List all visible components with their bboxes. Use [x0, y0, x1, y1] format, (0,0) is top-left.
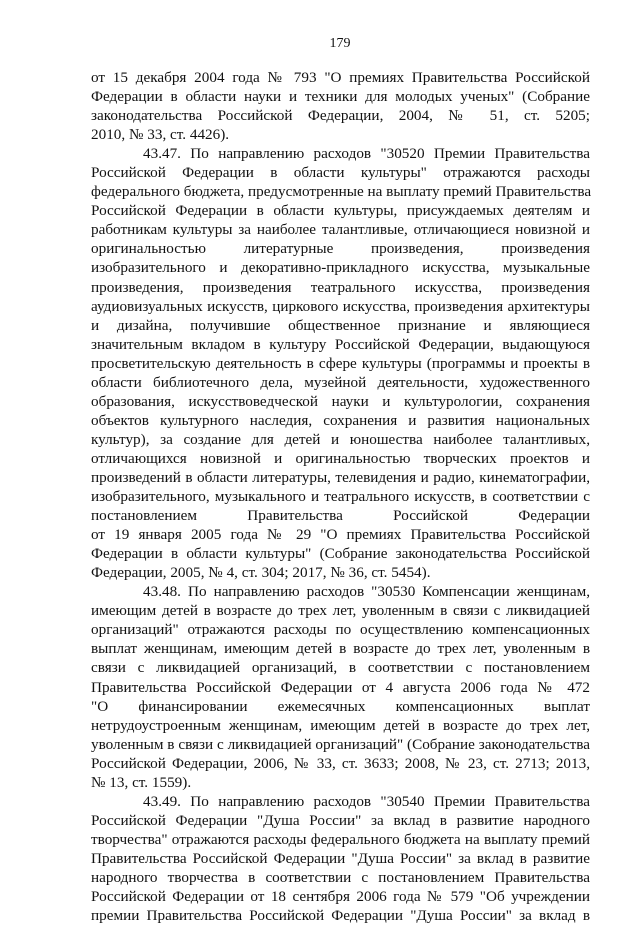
text-line: Правительства Российской Федерации "Душа России" за вклад в развитие: [91, 849, 590, 867]
text-line: выплат женщинам, имеющим детей в возрасте до трех лет, уволенным в: [91, 640, 590, 658]
text-line: и дизайна, получившие общественное признание и являющиеся: [91, 316, 590, 334]
text-line: Российской Федерации "Душа России" за вклад в развитие народного: [91, 811, 590, 829]
text-line: федерального бюджета, предусмотренные на выплату премий Правительства: [91, 183, 592, 201]
text-line: 43.49. По направлению расходов "30540 Премии Правительства: [143, 792, 590, 810]
text-line: 2010, № 33, ст. 4426).: [91, 126, 230, 144]
text-line: Российской Федерации от 18 сентября 2006 года № 579 "Об учреждении: [91, 888, 590, 906]
text-line: связи с ликвидацией организаций, в соответствии с постановлением: [91, 659, 590, 677]
text-line: постановлением Правительства Российской Федерации: [91, 507, 590, 525]
text-line: аудиовизуальных искусств, циркового искусства, произведения архитектуры: [91, 297, 590, 315]
text-line: области библиотечного дела, музейной деятельности, художественного: [91, 373, 590, 391]
text-line: от 19 января 2005 года № 29 "О премиях Правительства Российской: [91, 526, 590, 544]
text-line: от 15 декабря 2004 года № 793 "О премиях Правительства Российской: [91, 69, 590, 86]
text-line: Российской Федерации в области культуры" отражаются расходы: [91, 164, 590, 182]
text-line: уволенным в связи с ликвидацией организаций" (Собрание законодательства: [91, 735, 590, 753]
text-line: законодательства Российской Федерации, 2004, № 51, ст. 5205;: [91, 107, 590, 125]
text-line: № 13, ст. 1559).: [91, 773, 192, 791]
text-line: Российской Федерации в области культуры, присуждаемых деятелям и: [91, 202, 590, 220]
text-line: премии Правительства Российской Федерации "Душа России" за вклад в: [91, 907, 590, 925]
text-line: образования, искусствоведческой науки и культурологии, сохранения: [91, 392, 590, 410]
text-line: народного творчества в соответствии с постановлением Правительства: [91, 868, 590, 886]
text-line: культур), за создание для детей и юношества наиболее талантливых,: [91, 430, 590, 448]
text-line: Российской Федерации, 2006, № 33, ст. 3633; 2008, № 23, ст. 2713; 2013,: [91, 754, 590, 772]
page-number: 179: [329, 36, 351, 51]
text-line: 43.48. По направлению расходов "30530 Компенсации женщинам,: [143, 583, 590, 601]
text-line: Федерации в области культуры" (Собрание законодательства Российской: [91, 545, 590, 563]
text-line: произведения, произведения театрального искусства, произведения: [91, 278, 590, 296]
text-line: значительным вкладом в культуру Российской Федерации, выдающуюся: [91, 335, 590, 353]
text-line: Федерации в области науки и техники для молодых ученых" (Собрание: [91, 88, 590, 106]
text-line: 43.47. По направлению расходов "30520 Премии Правительства: [143, 145, 590, 163]
text-line: изобразительного и декоративно-прикладного искусства, музыкальные: [91, 259, 590, 277]
text-line: Правительства Российской Федерации от 4 августа 2006 года № 472: [91, 678, 590, 696]
text-line: творчества" отражаются расходы федерального бюджета на выплату премий: [91, 830, 590, 848]
text-line: отличающихся новизной и оригинальностью творческих проектов и: [91, 449, 590, 467]
text-line: оригинальностью литературные произведения, произведения: [91, 240, 590, 258]
text-line: произведений в области литературы, телевидения и радио, кинематографии,: [91, 468, 590, 486]
text-line: просветительскую деятельность в сфере культуры (программы и проекты в: [91, 354, 590, 372]
text-line: нетрудоустроенным женщинам, имеющим детей в возрасте до трех лет,: [91, 716, 590, 734]
text-line: "О финансировании ежемесячных компенсационных выплат: [91, 697, 590, 715]
text-line: Федерации, 2005, № 4, ст. 304; 2017, № 36, ст. 5454).: [91, 564, 431, 582]
text-line: организаций" отражаются расходы по осуществлению компенсационных: [91, 621, 590, 639]
text-line: работникам культуры за наиболее талантливые, отличающиеся новизной и: [91, 221, 590, 239]
text-line: имеющим детей в возрасте до трех лет, уволенным в связи с ликвидацией: [91, 602, 590, 620]
text-line: объектов культурного наследия, сохранения и развития национальных: [91, 411, 590, 429]
text-line: изобразительного, музыкального и театрального искусств, в соответствии с: [91, 488, 590, 506]
document-body: [91, 68, 590, 925]
